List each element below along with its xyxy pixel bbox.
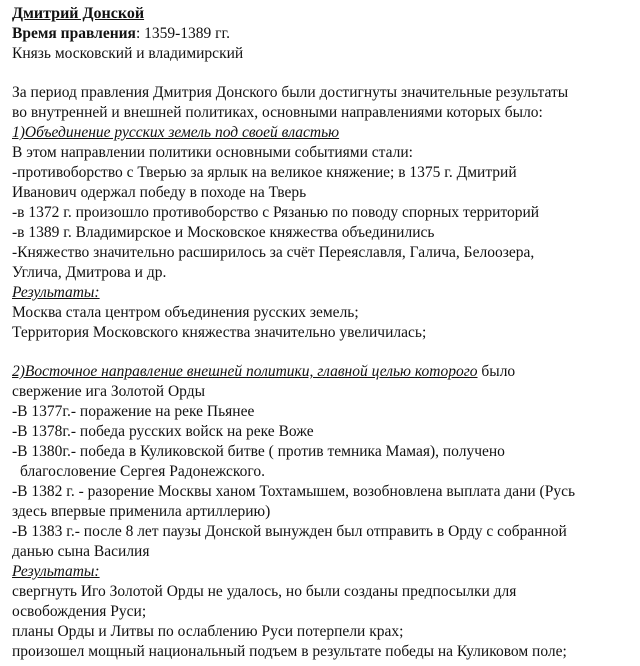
section-1-item: Иванович одержал победу в походе на Тверь [12,184,307,201]
section-1-result: Москва стала центром объединения русских земель; [12,304,359,321]
spacer [12,64,630,83]
spacer [12,343,630,362]
section-2-item: здесь впервые применила артиллерию) [12,503,271,520]
section-2-item: -В 1378г.- победа русских войск на реке Воже [12,423,314,440]
section-2-heading-line-2: свержение ига Золотой Орды [12,383,205,400]
section-1-item: -в 1372 г. произошло противоборство с Рязанью по поводу спорных территорий [12,204,540,221]
section-2-item: -В 1382 г. - разорение Москвы ханом Тохтамышем, возобновлена выплата дани (Русь [12,483,576,500]
prince-title: Князь московский и владимирский [12,45,244,62]
section-2-heading: 2)Восточное направление внешней политики, главной целью которого [12,363,478,380]
section-2-heading-tail: было [477,363,516,380]
section-1-item: Углича, Дмитрова и др. [12,264,167,281]
section-2-item: -В 1377г.- поражение на реке Пьянее [12,403,255,420]
section-1-heading: 1)Объединение русских земель под своей властью [12,124,340,141]
section-2-item: благословение Сергея Радонежского. [20,463,265,480]
reign-value: : 1359-1389 гг. [135,25,231,42]
document-title: Дмитрий Донской [12,5,145,22]
section-2-result: произошел мощный национальный подъем в результате победы на Куликовом поле; [12,643,567,660]
section-2-result: свергнуть Иго Золотой Орды не удалось, но были созданы предпосылки для [12,583,517,600]
section-1-item: -Княжество значительно расширилось за счёт Переяславля, Галича, Белоозера, [12,244,535,261]
reign-line [12,24,630,44]
reign-label: Время правления [12,25,136,42]
section-1-result: Территория Московского княжества значительно увеличилась; [12,324,427,341]
section-2-results-label: Результаты: [12,563,100,580]
intro-line-1: За период правления Дмитрия Донского были достигнуты значительные результаты [12,84,569,101]
section-2-item: -В 1380г.- победа в Куликовской битве ( против темника Мамая), получено [12,443,505,460]
section-2-item: -В 1383 г.- после 8 лет паузы Донской вынужден был отправить в Орду с собранной [12,523,567,540]
intro-line-2: во внутренней и внешней политиках, основными направлениями которых было: [12,104,543,121]
section-1-results-label: Результаты: [12,284,100,301]
section-2-result: планы Орды и Литвы по ослаблению Руси потерпели крах; [12,623,404,640]
section-1-lead: В этом направлении политики основными событиями стали: [12,144,413,161]
section-2-item: данью сына Василия [12,543,150,560]
section-1-item: -в 1389 г. Владимирское и Московское княжества объединились [12,224,435,241]
section-2-heading-line [12,362,630,382]
section-2-result: освобождения Руси; [12,603,147,620]
section-1-item: -противоборство с Тверью за ярлык на великое княжение; в 1375 г. Дмитрий [12,164,517,181]
